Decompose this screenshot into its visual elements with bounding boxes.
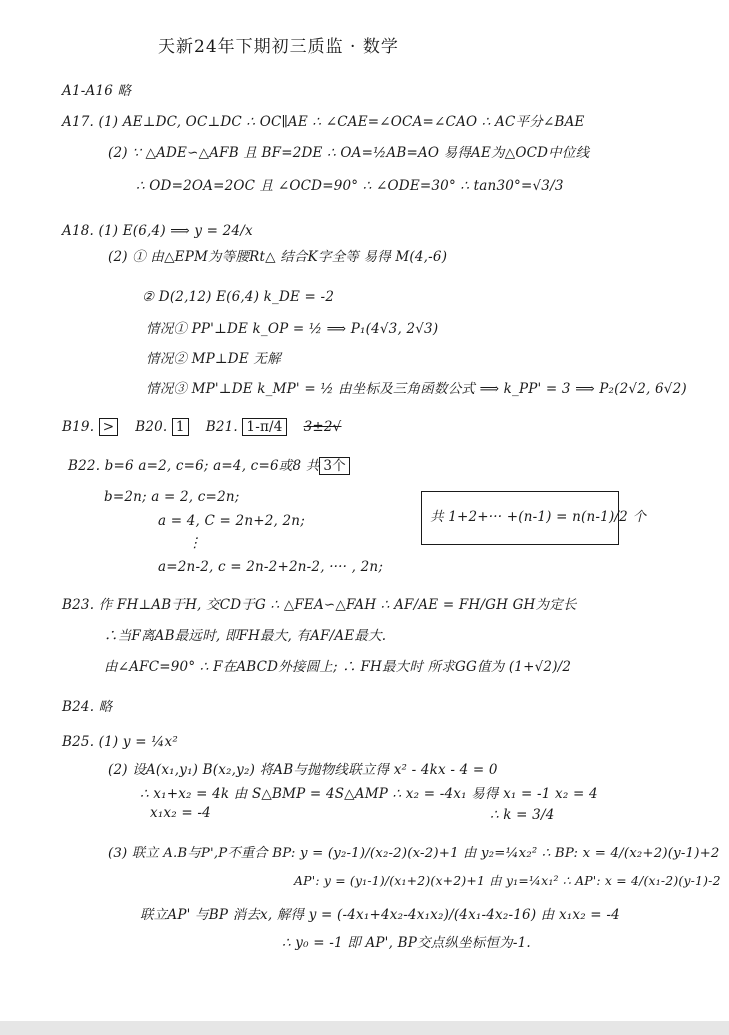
b22-line1 — [68, 457, 350, 475]
b23-line2: ∴当F离AB最远时, 即FH最大, 有AF/AE最大. — [104, 628, 387, 644]
b25-part3-line2: AP': y = (y₁-1)/(x₁+2)(x+2)+1 由 y₁=¼x₁² ∴ AP': x = 4/(x₁-2)(y-1)-2 — [294, 873, 721, 888]
b25-part3-line4: ∴ y₀ = -1 即 AP', BP交点纵坐标恒为-1. — [282, 935, 531, 951]
b25-part3: (3) 联立 A.B与P',P不重合 BP: y = (y₂-1)/(x₂-2)(x-2)+1 由 y₂=¼x₂² ∴ BP: x = 4/(x₂+2)(y-1)+2 — [108, 846, 720, 861]
a18-part1: A18. (1) E(6,4) ⟹ y = 24/x — [62, 223, 253, 239]
bottom-edge-strip — [0, 1021, 729, 1035]
b23-line1: B23. 作 FH⊥AB于H, 交CD于G ∴ △FEA∽△FAH ∴ AF/AE = FH/GH GH为定长 — [62, 597, 577, 613]
b21-answer-box: 1-π/4 — [242, 418, 286, 436]
b22-summary-box — [421, 491, 647, 545]
a18-case1: 情况① PP'⊥DE k_OP = ½ ⟹ P₁(4√3, 2√3) — [146, 321, 439, 337]
a18-part2a: (2) ① 由△EPM为等腰Rt△ 结合K字全等 易得 M(4,-6) — [108, 249, 448, 265]
b25-part3-line3: 联立AP' 与BP 消去x, 解得 y = (-4x₁+4x₂-4x₁x₂)/(4x₁-4x₂-16) 由 x₁x₂ = -4 — [140, 907, 620, 923]
b19-label: B19. — [62, 419, 95, 435]
b25-part2-line3: x₁x₂ = -4 — [150, 805, 211, 821]
a17-part2-continued: ∴ OD=2OA=2OC 且 ∠OCD=90° ∴ ∠ODE=30° ∴ tan30°=√3/3 — [136, 178, 564, 194]
b25-part2: (2) 设A(x₁,y₁) B(x₂,y₂) 将AB与抛物线联立得 x² - 4kx - 4 = 0 — [108, 762, 498, 778]
b23-line3: 由∠AFC=90° ∴ F在ABCD外接圆上; ∴ FH最大时 所求GG值为 (1+√2)/2 — [104, 659, 572, 675]
b25-part2-line2: ∴ x₁+x₂ = 4k 由 S△BMP = 4S△AMP ∴ x₂ = -4x₁ 易得 x₁ = -1 x₂ = 4 — [140, 786, 598, 802]
b20-label: B20. — [135, 419, 168, 435]
b25-part1: B25. (1) y = ¼x² — [62, 734, 178, 750]
b22-line4: a=2n-2, c = 2n-2+2n-2, ···· , 2n; — [158, 559, 384, 575]
page-title: 天新24年下期初三质监 · 数学 — [158, 37, 399, 57]
b22-line2: b=2n; a = 2, c=2n; — [104, 489, 240, 505]
b20-answer-box: 1 — [172, 418, 189, 436]
a1-a16-line: A1-A16 略 — [62, 83, 132, 99]
b19-b21-line — [62, 418, 342, 436]
b25-part2-line4: ∴ k = 3/4 — [490, 807, 555, 823]
a18-case3: 情况③ MP'⊥DE k_MP' = ½ 由坐标及三角函数公式 ⟹ k_PP' = 3 ⟹ P₂(2√2, 6√2) — [146, 381, 687, 397]
a18-part2b: ② D(2,12) E(6,4) k_DE = -2 — [142, 289, 335, 305]
b24-line: B24. 略 — [62, 699, 113, 715]
a17-part1: A17. (1) AE⊥DC, OC⊥DC ∴ OC∥AE ∴ ∠CAE=∠OCA=∠CAO ∴ AC平分∠BAE — [62, 114, 585, 130]
b22-count-box: 3个 — [319, 457, 350, 475]
b19-answer-box: > — [99, 418, 119, 436]
a18-case2: 情况② MP⊥DE 无解 — [146, 351, 281, 367]
b21-struck-text: 3±2√ — [303, 419, 342, 435]
b22-dots: ⋮ — [188, 535, 202, 551]
a17-part2: (2) ∵ △ADE∽△AFB 且 BF=2DE ∴ OA=½AB=AO 易得AE为△OCD中位线 — [108, 145, 590, 161]
b22-summary-text: 共 1+2+··· +(n-1) = n(n-1)/2 个 — [430, 509, 647, 525]
b22-line1-text: B22. b=6 a=2, c=6; a=4, c=6或8 共 — [68, 458, 320, 474]
b22-line3: a = 4, C = 2n+2, 2n; — [158, 513, 305, 529]
b21-label: B21. — [205, 419, 238, 435]
